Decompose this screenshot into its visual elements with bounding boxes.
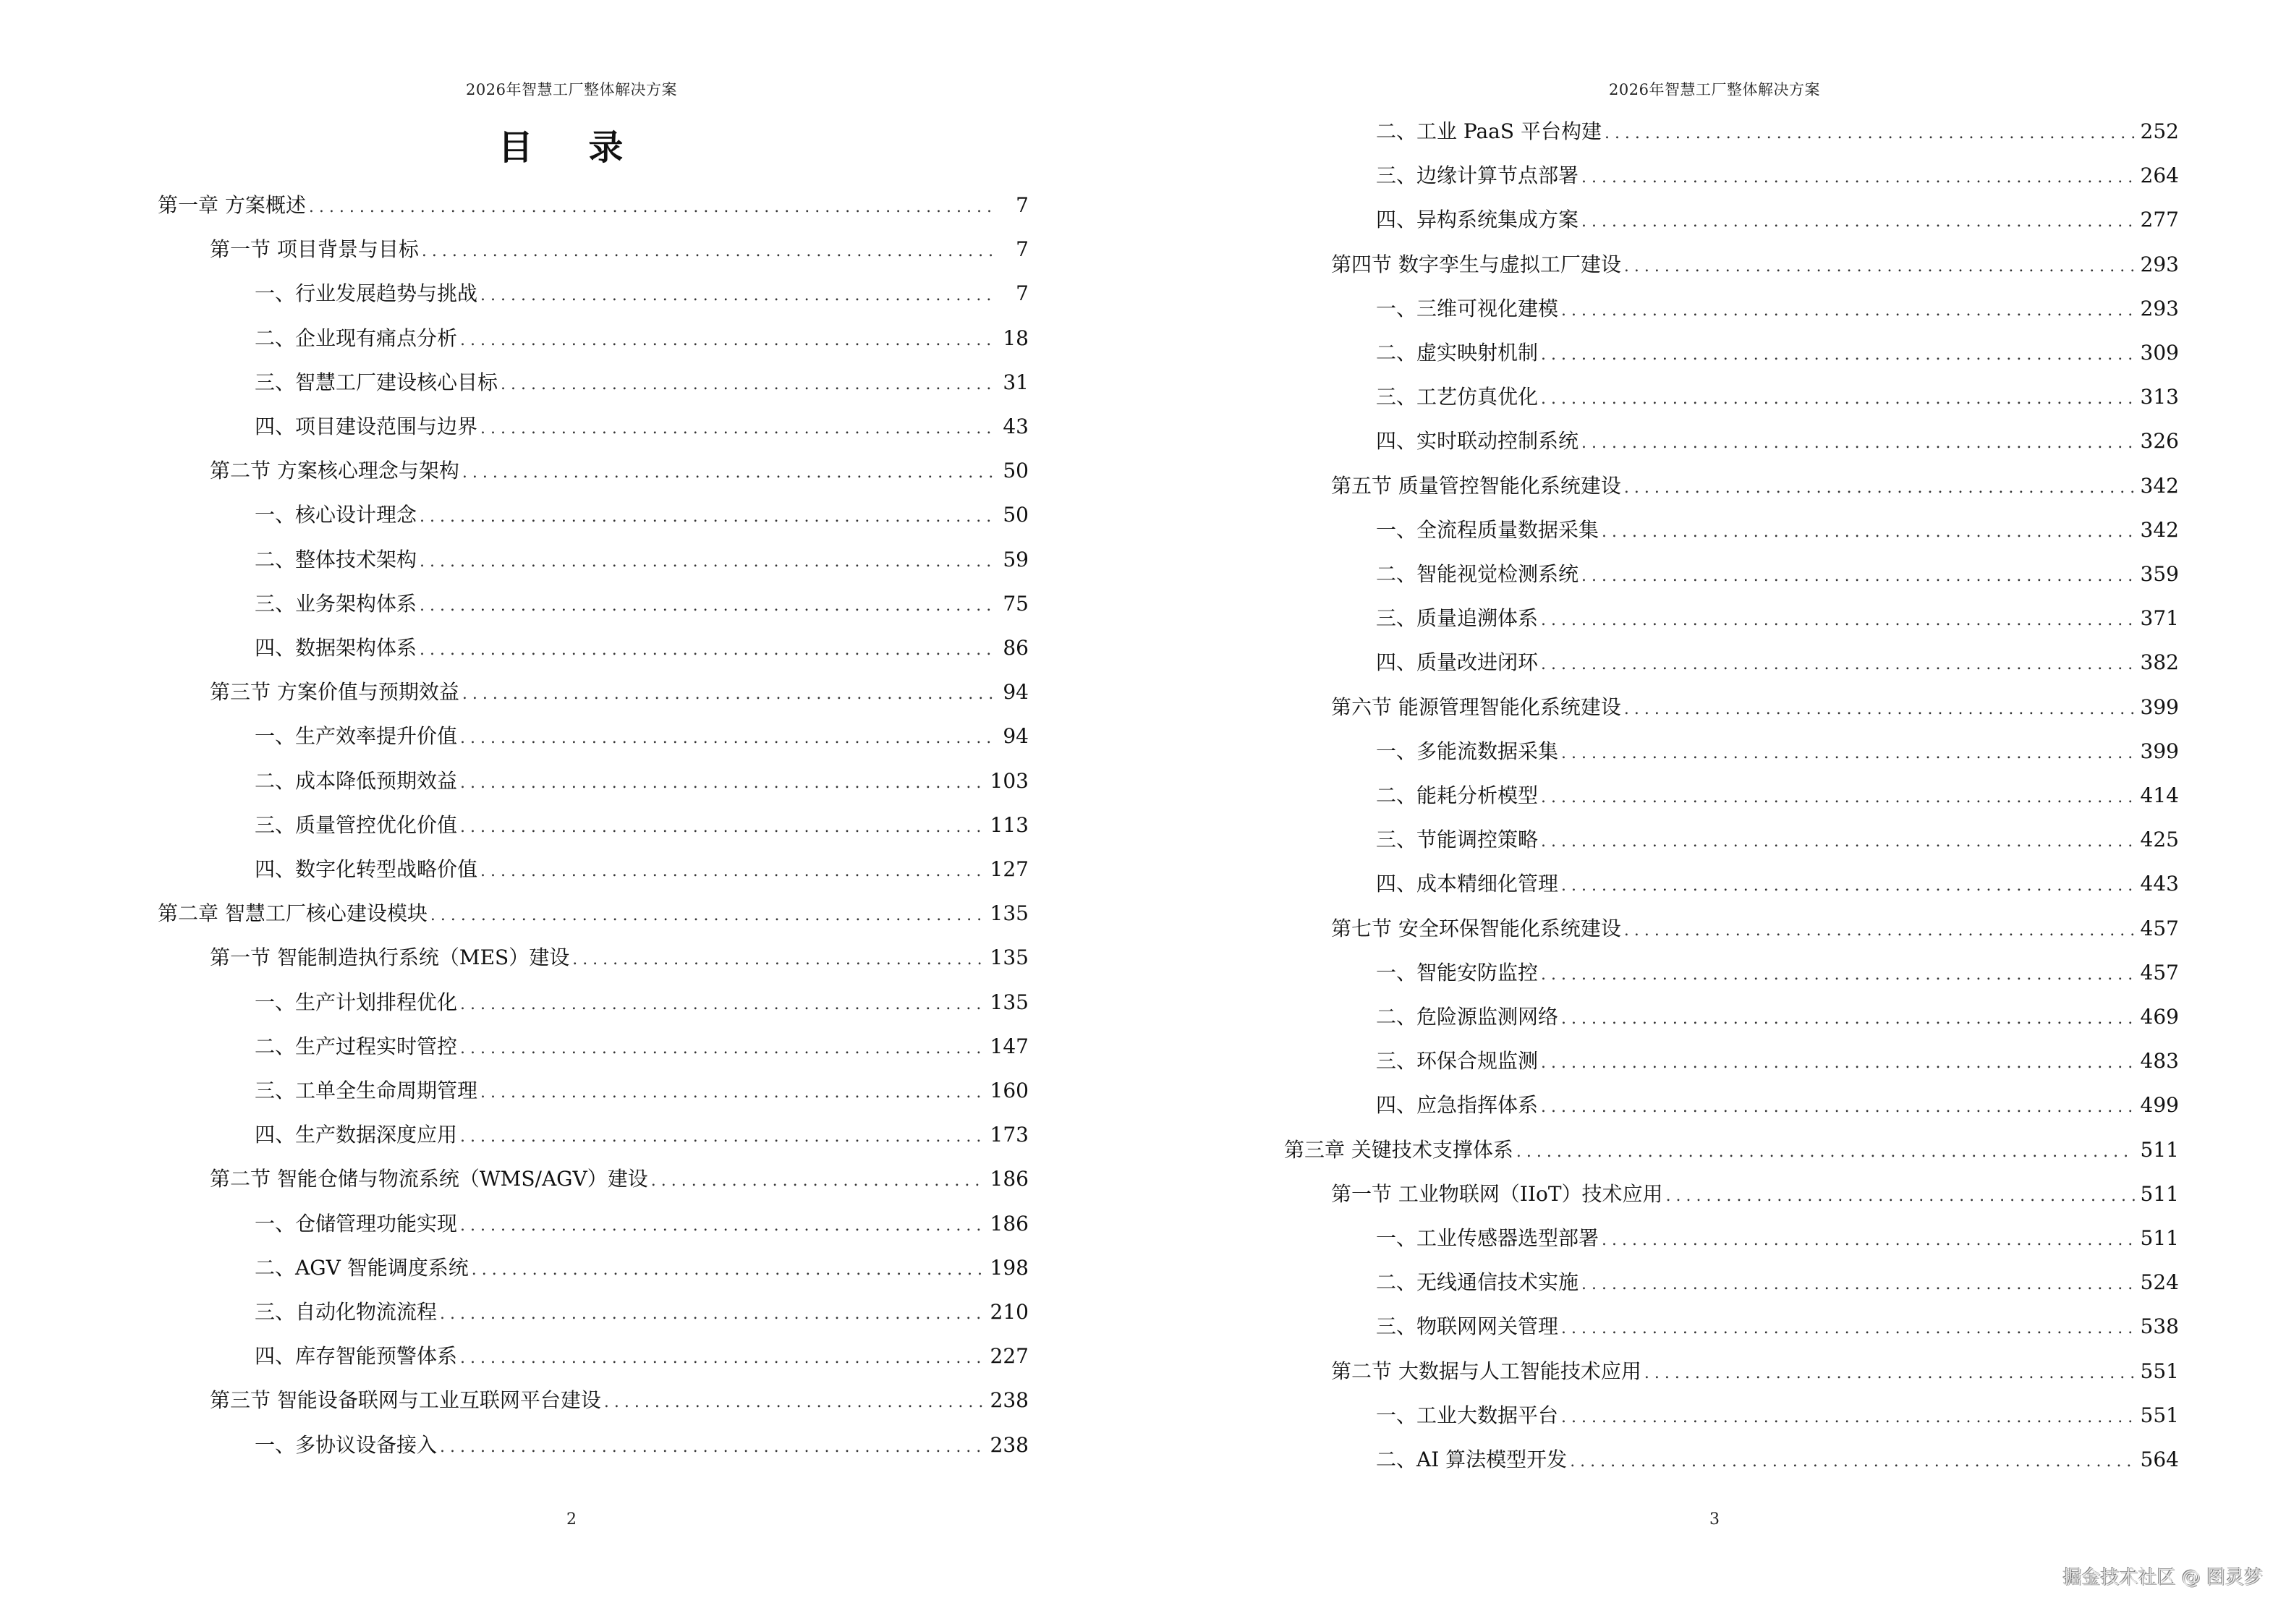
toc-entry-title: 四、实时联动控制系统 bbox=[1376, 429, 1579, 454]
dot-leader bbox=[572, 945, 984, 974]
toc-item-entry[interactable] bbox=[1376, 161, 2179, 190]
toc-item-entry[interactable] bbox=[1376, 1401, 2179, 1430]
dot-leader bbox=[1541, 828, 2135, 856]
toc-entry-title: 四、数字化转型战略价值 bbox=[255, 857, 478, 881]
dot-leader bbox=[1570, 1447, 2134, 1476]
toc-entry-title: 二、整体技术架构 bbox=[255, 547, 417, 571]
dot-leader bbox=[480, 281, 994, 310]
toc-entry-title: 二、生产过程实时管控 bbox=[255, 1034, 458, 1058]
toc-section-entry[interactable] bbox=[1331, 1357, 2179, 1386]
dot-leader bbox=[1541, 606, 2135, 635]
toc-chapter-entry[interactable] bbox=[158, 191, 1029, 220]
toc-chapter-entry[interactable] bbox=[158, 899, 1029, 928]
toc-entry-title: 三、质量管控优化价值 bbox=[255, 812, 458, 837]
dot-leader bbox=[1541, 1049, 2135, 1078]
toc-entry-page: 50 bbox=[1003, 459, 1029, 483]
toc-entry-page: 342 bbox=[2140, 517, 2179, 542]
dot-leader bbox=[1561, 297, 2135, 326]
dot-leader bbox=[1602, 518, 2135, 547]
toc-item-entry[interactable] bbox=[255, 1121, 1029, 1149]
toc-section-entry[interactable] bbox=[210, 1386, 1029, 1415]
toc-item-entry[interactable] bbox=[1376, 1224, 2179, 1253]
toc-entry-page: 469 bbox=[2140, 1005, 2179, 1029]
toc-item-entry[interactable] bbox=[1376, 1445, 2179, 1474]
dot-leader bbox=[460, 1034, 985, 1063]
toc-entry-page: 551 bbox=[2140, 1403, 2179, 1427]
toc-item-entry[interactable] bbox=[1376, 560, 2179, 589]
toc-entry-page: 160 bbox=[990, 1079, 1029, 1102]
toc-chapter-entry[interactable] bbox=[1284, 1136, 2179, 1165]
toc-entry-title: 二、虚实映射机制 bbox=[1376, 341, 1539, 365]
toc-entry-page: 293 bbox=[2140, 296, 2179, 320]
dot-leader bbox=[462, 459, 994, 488]
toc-item-entry[interactable] bbox=[1376, 1003, 2179, 1032]
toc-entry-page: 135 bbox=[990, 945, 1029, 970]
dot-leader bbox=[460, 1212, 985, 1241]
toc-entry-title: 一、仓储管理功能实现 bbox=[255, 1211, 458, 1236]
toc-section-entry[interactable] bbox=[1331, 250, 2179, 279]
toc-entry-page: 210 bbox=[990, 1300, 1029, 1324]
toc-item-entry[interactable] bbox=[1376, 958, 2179, 987]
toc-entry-title: 三、自动化物流流程 bbox=[255, 1300, 438, 1324]
dot-leader bbox=[420, 548, 994, 577]
page-number: 2 bbox=[566, 1510, 577, 1529]
toc-entry-page: 127 bbox=[990, 857, 1029, 881]
toc-entry-title: 第二节 智能仓储与物流系统（WMS/AGV）建设 bbox=[210, 1167, 648, 1191]
dot-leader bbox=[420, 503, 994, 532]
dot-leader bbox=[460, 724, 994, 753]
dot-leader bbox=[430, 901, 985, 930]
toc-item-entry[interactable] bbox=[1376, 1091, 2179, 1120]
toc-entry-page: 293 bbox=[2140, 252, 2179, 276]
toc-entry-title: 二、企业现有痛点分析 bbox=[255, 326, 458, 350]
dot-leader bbox=[462, 680, 994, 709]
dot-leader bbox=[1644, 1359, 2135, 1388]
toc-entry-page: 103 bbox=[990, 768, 1029, 793]
dot-leader bbox=[1541, 1093, 2135, 1122]
dot-leader bbox=[1666, 1182, 2135, 1211]
toc-item-entry[interactable] bbox=[255, 1254, 1029, 1283]
toc-entry-page: 86 bbox=[1003, 636, 1029, 660]
toc-entry-title: 四、应急指挥体系 bbox=[1376, 1093, 1539, 1118]
toc-entry-title: 三、节能调控策略 bbox=[1376, 828, 1539, 852]
toc-item-entry[interactable] bbox=[255, 855, 1029, 884]
dot-leader bbox=[1561, 1314, 2135, 1343]
toc-entry-title: 三、工单全生命周期管理 bbox=[255, 1079, 478, 1102]
toc-entry-page: 238 bbox=[990, 1388, 1029, 1413]
toc-item-entry[interactable] bbox=[1376, 737, 2179, 766]
toc-entry-page: 425 bbox=[2140, 828, 2179, 852]
toc-entry-page: 551 bbox=[2140, 1359, 2179, 1383]
toc-entry-title: 第五节 质量管控智能化系统建设 bbox=[1331, 473, 1621, 498]
toc-section-entry[interactable] bbox=[210, 235, 1029, 264]
toc-entry-title: 第七节 安全环保智能化系统建设 bbox=[1331, 916, 1621, 940]
toc-entry-page: 538 bbox=[2140, 1314, 2179, 1339]
toc-item-entry[interactable] bbox=[255, 1032, 1029, 1061]
toc-entry-page: 7 bbox=[1016, 281, 1029, 306]
toc-entry-page: 198 bbox=[990, 1255, 1029, 1280]
dot-leader bbox=[1541, 385, 2135, 414]
toc-entry-page: 173 bbox=[990, 1123, 1029, 1147]
toc-item-entry[interactable] bbox=[1376, 427, 2179, 456]
toc-entry-title: 第二节 大数据与人工智能技术应用 bbox=[1331, 1359, 1641, 1383]
toc-entry-page: 511 bbox=[2140, 1181, 2179, 1206]
toc-entry-title: 三、物联网网关管理 bbox=[1376, 1314, 1559, 1339]
dot-leader bbox=[1541, 961, 2135, 990]
toc-entry-title: 四、异构系统集成方案 bbox=[1376, 208, 1579, 232]
dot-leader bbox=[472, 1256, 985, 1285]
toc-item-entry[interactable] bbox=[255, 634, 1029, 663]
toc-entry-title: 二、智能视觉检测系统 bbox=[1376, 562, 1579, 586]
toc-entry-title: 二、成本降低预期效益 bbox=[255, 768, 458, 793]
toc-title: 目 录 bbox=[498, 127, 645, 168]
toc-entry-title: 第三节 智能设备联网与工业互联网平台建设 bbox=[210, 1388, 601, 1413]
toc-item-entry[interactable] bbox=[1376, 1312, 2179, 1341]
toc-entry-page: 524 bbox=[2140, 1270, 2179, 1295]
toc-entry-title: 一、三维可视化建模 bbox=[1376, 296, 1559, 320]
dot-leader bbox=[480, 1079, 985, 1108]
toc-entry-page: 147 bbox=[990, 1034, 1029, 1058]
dot-leader bbox=[651, 1167, 985, 1196]
dot-leader bbox=[1624, 917, 2135, 945]
toc-entry-title: 一、多能流数据采集 bbox=[1376, 739, 1559, 763]
toc-item-entry[interactable] bbox=[255, 811, 1029, 840]
toc-entry-page: 186 bbox=[990, 1211, 1029, 1236]
page-number: 3 bbox=[1709, 1510, 1720, 1529]
toc-entry-title: 一、工业传感器选型部署 bbox=[1376, 1226, 1599, 1250]
toc-entry-page: 7 bbox=[1016, 237, 1029, 262]
toc-section-entry[interactable] bbox=[1331, 693, 2179, 722]
toc-entry-title: 一、多协议设备接入 bbox=[255, 1432, 438, 1457]
dot-leader bbox=[1541, 783, 2135, 812]
dot-leader bbox=[422, 237, 994, 266]
toc-entry-title: 二、无线通信技术实施 bbox=[1376, 1270, 1579, 1295]
toc-entry-title: 二、AGV 智能调度系统 bbox=[255, 1255, 469, 1280]
toc-item-entry[interactable] bbox=[1376, 781, 2179, 810]
dot-leader bbox=[1541, 341, 2135, 370]
toc-entry-page: 313 bbox=[2140, 385, 2179, 409]
toc-item-entry[interactable] bbox=[255, 368, 1029, 397]
dot-leader bbox=[1561, 872, 2135, 901]
dot-leader bbox=[309, 193, 994, 222]
toc-entry-page: 457 bbox=[2140, 960, 2179, 985]
toc-entry-title: 三、业务架构体系 bbox=[255, 591, 417, 616]
toc-item-entry[interactable] bbox=[1376, 117, 2179, 146]
dot-leader bbox=[1561, 1005, 2135, 1034]
toc-entry-page: 43 bbox=[1003, 414, 1029, 438]
toc-entry-page: 483 bbox=[2140, 1049, 2179, 1074]
toc-entry-title: 四、质量改进闭环 bbox=[1376, 650, 1539, 675]
toc-entry-page: 399 bbox=[2140, 739, 2179, 763]
dot-leader bbox=[1624, 252, 2135, 281]
toc-entry-page: 342 bbox=[2140, 473, 2179, 498]
dot-leader bbox=[460, 769, 985, 798]
toc-entry-page: 18 bbox=[1003, 326, 1029, 350]
toc-entry-title: 第一章 方案概述 bbox=[158, 193, 306, 217]
toc-item-entry[interactable] bbox=[255, 412, 1029, 441]
toc-entry-title: 第四节 数字孪生与虚拟工厂建设 bbox=[1331, 252, 1621, 276]
toc-item-entry[interactable] bbox=[255, 1431, 1029, 1460]
toc-entry-page: 457 bbox=[2140, 916, 2179, 940]
toc-entry-page: 186 bbox=[990, 1167, 1029, 1191]
dot-leader bbox=[420, 592, 994, 621]
toc-item-entry[interactable] bbox=[1376, 1047, 2179, 1076]
toc-entry-page: 309 bbox=[2140, 341, 2179, 365]
toc-entry-page: 371 bbox=[2140, 606, 2179, 631]
toc-entry-page: 564 bbox=[2140, 1447, 2179, 1471]
toc-entry-title: 三、智慧工厂建设核心目标 bbox=[255, 370, 498, 394]
toc-item-entry[interactable] bbox=[255, 1342, 1029, 1371]
toc-entry-page: 499 bbox=[2140, 1093, 2179, 1118]
toc-entry-page: 94 bbox=[1003, 724, 1029, 749]
dot-leader bbox=[501, 370, 994, 399]
right-page bbox=[1143, 0, 2286, 1624]
toc-entry-page: 113 bbox=[990, 812, 1029, 837]
toc-entry-page: 511 bbox=[2140, 1226, 2179, 1250]
toc-entry-page: 238 bbox=[990, 1432, 1029, 1457]
toc-entry-title: 第一节 项目背景与目标 bbox=[210, 237, 419, 262]
dot-leader bbox=[420, 636, 994, 665]
toc-item-entry[interactable] bbox=[255, 767, 1029, 796]
toc-entry-title: 第六节 能源管理智能化系统建设 bbox=[1331, 694, 1621, 719]
toc-entry-title: 一、核心设计理念 bbox=[255, 503, 417, 527]
dot-leader bbox=[1561, 739, 2135, 768]
dot-leader bbox=[460, 1344, 985, 1373]
toc-entry-title: 第一节 工业物联网（IIoT）技术应用 bbox=[1331, 1181, 1663, 1206]
toc-entry-title: 四、生产数据深度应用 bbox=[255, 1123, 458, 1147]
toc-entry-title: 二、危险源监测网络 bbox=[1376, 1005, 1559, 1029]
toc-item-entry[interactable] bbox=[255, 590, 1029, 618]
toc-item-entry[interactable] bbox=[1376, 604, 2179, 633]
dot-leader bbox=[440, 1300, 985, 1329]
dot-leader bbox=[1581, 429, 2135, 458]
toc-entry-title: 一、生产计划排程优化 bbox=[255, 990, 458, 1014]
toc-entry-page: 59 bbox=[1003, 547, 1029, 571]
toc-entry-title: 三、环保合规监测 bbox=[1376, 1049, 1539, 1074]
toc-entry-page: 277 bbox=[2140, 208, 2179, 232]
toc-entry-title: 第二节 方案核心理念与架构 bbox=[210, 459, 459, 483]
toc-item-entry[interactable] bbox=[255, 545, 1029, 574]
toc-section-entry[interactable] bbox=[210, 1165, 1029, 1194]
dot-leader bbox=[1516, 1138, 2135, 1167]
dot-leader bbox=[1561, 1403, 2135, 1432]
toc-item-entry[interactable] bbox=[1376, 870, 2179, 898]
toc-item-entry[interactable] bbox=[255, 324, 1029, 353]
dot-leader bbox=[1581, 1270, 2135, 1299]
toc-entry-page: 382 bbox=[2140, 650, 2179, 675]
toc-section-entry[interactable] bbox=[210, 456, 1029, 485]
toc-item-entry[interactable] bbox=[255, 1298, 1029, 1327]
toc-item-entry[interactable] bbox=[255, 1076, 1029, 1105]
toc-section-entry[interactable] bbox=[1331, 472, 2179, 501]
dot-leader bbox=[1541, 650, 2135, 679]
running-header: 2026年智慧工厂整体解决方案 bbox=[466, 81, 677, 98]
toc-section-entry[interactable] bbox=[1331, 1180, 2179, 1209]
dot-leader bbox=[1605, 119, 2135, 148]
toc-item-entry[interactable] bbox=[1376, 205, 2179, 234]
toc-entry-page: 414 bbox=[2140, 783, 2179, 807]
toc-entry-page: 399 bbox=[2140, 694, 2179, 719]
running-header: 2026年智慧工厂整体解决方案 bbox=[1609, 81, 1820, 98]
toc-entry-page: 227 bbox=[990, 1344, 1029, 1369]
dot-leader bbox=[460, 1123, 985, 1152]
toc-section-entry[interactable] bbox=[210, 678, 1029, 707]
toc-item-entry[interactable] bbox=[255, 501, 1029, 530]
toc-item-entry[interactable] bbox=[1376, 339, 2179, 367]
dot-leader bbox=[440, 1433, 985, 1462]
toc-entry-title: 四、库存智能预警体系 bbox=[255, 1344, 458, 1369]
toc-entry-page: 135 bbox=[990, 901, 1029, 926]
dot-leader bbox=[1624, 695, 2135, 724]
toc-entry-title: 一、工业大数据平台 bbox=[1376, 1403, 1559, 1427]
dot-leader bbox=[1581, 208, 2135, 237]
toc-entry-title: 四、成本精细化管理 bbox=[1376, 872, 1559, 896]
toc-section-entry[interactable] bbox=[1331, 914, 2179, 943]
toc-entry-title: 一、智能安防监控 bbox=[1376, 960, 1539, 985]
toc-entry-title: 二、AI 算法模型开发 bbox=[1376, 1447, 1568, 1471]
toc-entry-title: 三、质量追溯体系 bbox=[1376, 606, 1539, 631]
toc-entry-page: 359 bbox=[2140, 562, 2179, 586]
toc-section-entry[interactable] bbox=[210, 943, 1029, 972]
dot-leader bbox=[460, 326, 994, 355]
watermark: 掘金技术社区 @ 图灵梦 bbox=[2062, 1567, 2263, 1589]
toc-entry-page: 75 bbox=[1003, 591, 1029, 616]
dot-leader bbox=[460, 990, 985, 1019]
dot-leader bbox=[480, 857, 985, 886]
toc-entry-title: 二、工业 PaaS 平台构建 bbox=[1376, 119, 1602, 143]
toc-entry-page: 94 bbox=[1003, 680, 1029, 705]
toc-item-entry[interactable] bbox=[1376, 825, 2179, 854]
toc-item-entry[interactable] bbox=[255, 279, 1029, 308]
toc-entry-page: 252 bbox=[2140, 119, 2179, 143]
toc-entry-page: 7 bbox=[1016, 193, 1029, 217]
toc-entry-title: 第一节 智能制造执行系统（MES）建设 bbox=[210, 945, 570, 970]
dot-leader bbox=[1581, 562, 2135, 591]
toc-item-entry[interactable] bbox=[255, 988, 1029, 1017]
toc-item-entry[interactable] bbox=[1376, 1268, 2179, 1297]
toc-entry-title: 第三章 关键技术支撑体系 bbox=[1284, 1137, 1513, 1162]
toc-item-entry[interactable] bbox=[1376, 294, 2179, 323]
dot-leader bbox=[480, 414, 994, 443]
dot-leader bbox=[1602, 1226, 2135, 1255]
toc-item-entry[interactable] bbox=[1376, 648, 2179, 677]
toc-entry-page: 326 bbox=[2140, 429, 2179, 454]
toc-entry-title: 第二章 智慧工厂核心建设模块 bbox=[158, 901, 428, 926]
toc-entry-title: 三、工艺仿真优化 bbox=[1376, 385, 1539, 409]
toc-item-entry[interactable] bbox=[1376, 383, 2179, 412]
toc-item-entry[interactable] bbox=[255, 1210, 1029, 1238]
toc-entry-page: 135 bbox=[990, 990, 1029, 1014]
toc-entry-title: 四、项目建设范围与边界 bbox=[255, 414, 478, 438]
toc-entry-title: 四、数据架构体系 bbox=[255, 636, 417, 660]
toc-entry-page: 31 bbox=[1003, 370, 1029, 394]
toc-entry-title: 二、能耗分析模型 bbox=[1376, 783, 1539, 807]
dot-leader bbox=[1581, 163, 2135, 192]
toc-entry-page: 511 bbox=[2140, 1137, 2179, 1162]
toc-entry-title: 三、边缘计算节点部署 bbox=[1376, 163, 1579, 188]
toc-entry-page: 443 bbox=[2140, 872, 2179, 896]
toc-entry-title: 一、行业发展趋势与挑战 bbox=[255, 281, 478, 306]
toc-entry-title: 一、全流程质量数据采集 bbox=[1376, 517, 1599, 542]
dot-leader bbox=[1624, 474, 2135, 503]
toc-item-entry[interactable] bbox=[255, 722, 1029, 751]
toc-entry-title: 第三节 方案价值与预期效益 bbox=[210, 680, 459, 705]
toc-entry-page: 50 bbox=[1003, 503, 1029, 527]
toc-entry-page: 264 bbox=[2140, 163, 2179, 188]
dot-leader bbox=[460, 813, 985, 842]
dot-leader bbox=[604, 1388, 985, 1417]
toc-item-entry[interactable] bbox=[1376, 516, 2179, 545]
toc-entry-title: 一、生产效率提升价值 bbox=[255, 724, 458, 749]
